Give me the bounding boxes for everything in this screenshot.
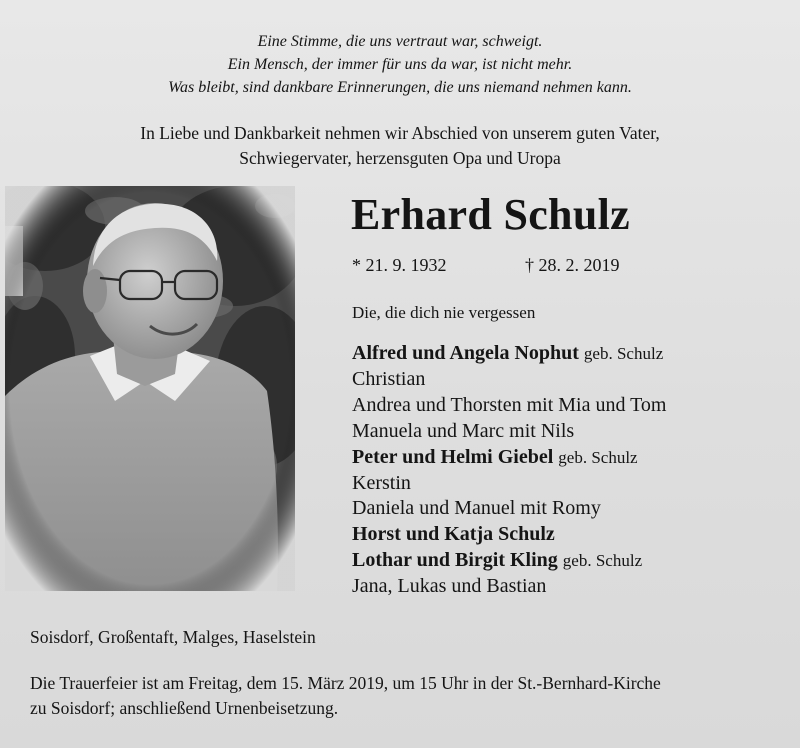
mourner-entry — [352, 367, 667, 393]
farewell-intro — [0, 121, 800, 171]
intro-line: In Liebe und Dankbarkeit nehmen wir Abschied von unserem guten Vater, — [140, 123, 660, 143]
mourner-name: Christian — [352, 367, 426, 390]
mourner-name: Horst und Katja Schulz — [352, 523, 555, 546]
ceremony-line: zu Soisdorf; anschließend Urnenbeisetzung. — [30, 698, 339, 718]
ceremony-line: Die Trauerfeier ist am Freitag, dem 15. März 2019, um 15 Uhr in der St.-Bernhard-Kirche — [30, 673, 661, 693]
mourner-name: Lothar und Birgit Kling — [352, 549, 558, 572]
mourner-entry — [352, 341, 667, 367]
intro-line: Schwiegervater, herzensguten Opa und Uropa — [239, 148, 561, 168]
poem-line: Eine Stimme, die uns vertraut war, schweigt. — [257, 33, 543, 50]
poem-line: Was bleibt, sind dankbare Erinnerungen, die uns niemand nehmen kann. — [168, 79, 632, 96]
death-date: † 28. 2. 2019 — [525, 255, 620, 275]
maiden-name-note: geb. Schulz — [562, 551, 643, 571]
mourner-entry — [352, 522, 667, 548]
poem-line: Ein Mensch, der immer für uns da war, ist nicht mehr. — [227, 56, 573, 73]
mourner-name: Kerstin — [352, 471, 411, 494]
mourner-entry — [352, 496, 667, 522]
mourner-entry — [352, 419, 667, 445]
mourner-name: Peter und Helmi Giebel — [352, 445, 554, 468]
maiden-name-note: geb. Schulz — [558, 447, 638, 467]
mourner-name: Daniela und Manuel mit Romy — [352, 497, 601, 520]
mourners-intro: Die, die dich nie vergessen — [352, 303, 536, 322]
places-line: Soisdorf, Großentaft, Malges, Haselstein — [30, 627, 316, 647]
portrait-photo — [5, 186, 295, 591]
maiden-name-note: geb. Schulz — [583, 344, 664, 363]
life-dates — [352, 252, 682, 278]
mourner-name: Andrea und Thorsten mit Mia und Tom — [352, 393, 667, 416]
mourners-list — [352, 341, 667, 600]
mourner-name: Manuela und Marc mit Nils — [352, 419, 575, 442]
birth-date: * 21. 9. 1932 — [352, 255, 447, 275]
poem — [0, 30, 800, 99]
mourner-entry — [352, 445, 667, 471]
mourner-entry — [352, 548, 667, 574]
mourner-entry — [352, 471, 667, 497]
ceremony-notice — [30, 671, 790, 721]
mourner-name: Jana, Lukas und Bastian — [352, 575, 547, 598]
deceased-name: Erhard Schulz — [351, 190, 630, 239]
mourner-entry — [352, 393, 667, 419]
mourner-entry — [352, 574, 667, 600]
mourner-name: Alfred und Angela Nophut — [352, 342, 579, 364]
